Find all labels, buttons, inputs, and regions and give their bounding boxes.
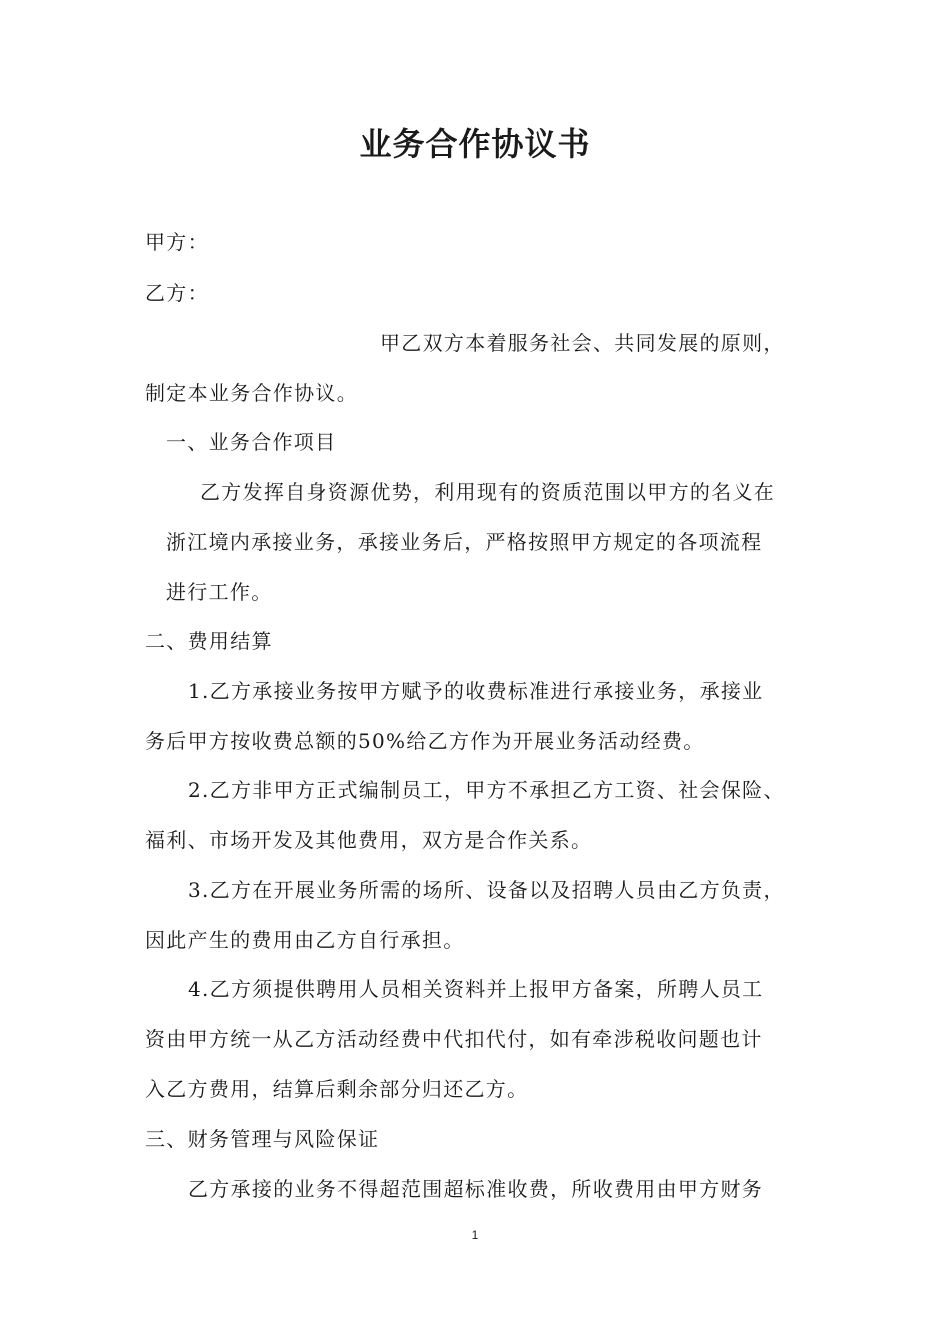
document-title: 业务合作协议书 (359, 125, 591, 163)
paragraph-line: 福利、市场开发及其他费用，双方是合作关系。 (145, 828, 593, 852)
paragraph-line: 2.乙方非甲方正式编制员工，甲方不承担乙方工资、社会保险、 (188, 778, 785, 802)
section-heading: 三、财务管理与风险保证 (145, 1127, 380, 1151)
paragraph-line: 入乙方费用，结算后剩余部分归还乙方。 (145, 1077, 529, 1101)
paragraph-line: 浙江境内承接业务，承接业务后，严格按照甲方规定的各项流程 (166, 530, 763, 554)
paragraph-line: 乙方承接的业务不得超范围超标准收费，所收费用由甲方财务 (188, 1177, 764, 1201)
paragraph-line: 3.乙方在开展业务所需的场所、设备以及招聘人员由乙方负责， (188, 878, 785, 902)
paragraph-line: 进行工作。 (166, 580, 273, 604)
paragraph-line: 资由甲方统一从乙方活动经费中代扣代付，如有牵涉税收问题也计 (145, 1027, 763, 1051)
intro-line: 制定本业务合作协议。 (145, 381, 358, 405)
paragraph-line: 务后甲方按收费总额的50%给乙方作为开展业务活动经费。 (145, 729, 705, 753)
section-heading: 一、业务合作项目 (166, 430, 337, 454)
page-number: 1 (471, 1228, 479, 1242)
intro-line: 甲乙双方本着服务社会、共同发展的原则， (380, 331, 785, 355)
section-heading: 二、费用结算 (145, 629, 273, 653)
paragraph-line: 乙方发挥自身资源优势，利用现有的资质范围以甲方的名义在 (200, 480, 776, 504)
paragraph-line: 1.乙方承接业务按甲方赋予的收费标准进行承接业务，承接业 (188, 679, 764, 703)
paragraph-line: 4.乙方须提供聘用人员相关资料并上报甲方备案，所聘人员工 (188, 977, 764, 1001)
paragraph-line: 因此产生的费用由乙方自行承担。 (145, 928, 465, 952)
party-b-label: 乙方： (145, 281, 209, 305)
party-a-label: 甲方： (145, 230, 209, 254)
